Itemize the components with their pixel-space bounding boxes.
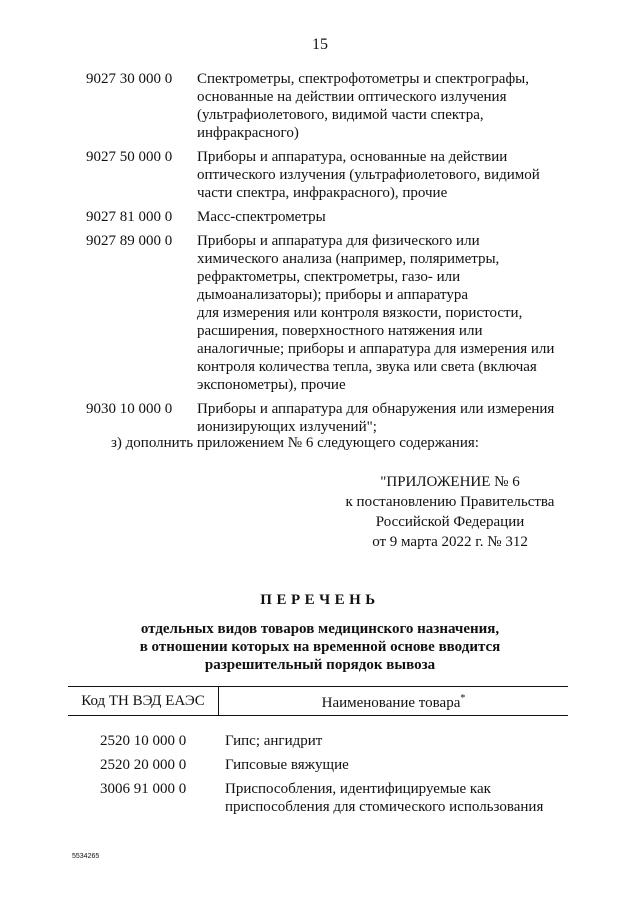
code-description: Спектрометры, спектрофотометры и спектрографы, основанные на действии оптического излучения (ультрафиолетового, видимой части спектра, инфракрасного) <box>197 71 529 141</box>
appendix-title: "ПРИЛОЖЕНИЕ № 6 <box>380 474 520 490</box>
goods-name: Гипсовые вяжущие <box>225 757 349 773</box>
appendix-line: от 9 марта 2022 г. № 312 <box>372 534 528 550</box>
code-description: Приборы и аппаратура для обнаружения или измерения ионизирующих излучений"; <box>197 401 555 435</box>
code-row <box>86 208 566 226</box>
code-row <box>86 400 566 436</box>
goods-code: 3006 91 000 0 <box>100 781 187 797</box>
goods-code: 2520 10 000 0 <box>100 733 187 749</box>
code-description: Приборы и аппаратура для физического или химического анализа (например, поляриметры, рефрактометры, спектрометры, газо- или дымоанализаторы); приборы и аппаратура для измерения или контроля вязкости, пористости, расширения, поверхностного натяжения или аналогичные; приборы и аппаратура для измерения или контроля количества тепла, звука или света (включая экспонометры), прочие <box>197 233 555 393</box>
tnved-code: 9030 10 000 0 <box>86 401 173 417</box>
goods-list <box>100 732 570 822</box>
appendix-line: к постановлению Правительства <box>345 494 555 510</box>
list-subtitle: отдельных видов товаров медицинского назначения, в отношении которых на временной основе вводится разрешительный порядок вывоза <box>139 621 501 673</box>
goods-row <box>100 780 570 816</box>
code-row <box>86 148 566 202</box>
code-row <box>86 232 566 394</box>
appendix-line: Российской Федерации <box>375 514 525 530</box>
amendment-instruction: з) дополнить приложением № 6 следующего содержания: <box>111 435 479 451</box>
goods-row <box>100 732 570 750</box>
footnote-mark: * <box>460 693 466 704</box>
document-id: 5534265 <box>72 853 100 860</box>
list-title: ПЕРЕЧЕНЬ <box>260 592 380 608</box>
header-code: Код ТН ВЭД ЕАЭС <box>68 687 219 715</box>
code-table <box>86 70 566 442</box>
page-number: 15 <box>312 36 328 53</box>
code-row <box>86 70 566 142</box>
tnved-code: 9027 89 000 0 <box>86 233 173 249</box>
goods-table-header <box>68 686 568 716</box>
tnved-code: 9027 81 000 0 <box>86 209 173 225</box>
goods-code: 2520 20 000 0 <box>100 757 187 773</box>
appendix-block <box>330 472 570 552</box>
tnved-code: 9027 30 000 0 <box>86 71 173 87</box>
header-name <box>219 685 568 717</box>
goods-name: Приспособления, идентифицируемые как приспособления для стомического использования <box>225 781 544 815</box>
tnved-code: 9027 50 000 0 <box>86 149 173 165</box>
goods-name: Гипс; ангидрит <box>225 733 323 749</box>
goods-row <box>100 756 570 774</box>
code-description: Приборы и аппаратура, основанные на действии оптического излучения (ультрафиолетового, видимой части спектра, инфракрасного), прочие <box>197 149 540 201</box>
header-name-text: Наименование товара <box>321 695 461 711</box>
code-description: Масс-спектрометры <box>197 209 326 225</box>
